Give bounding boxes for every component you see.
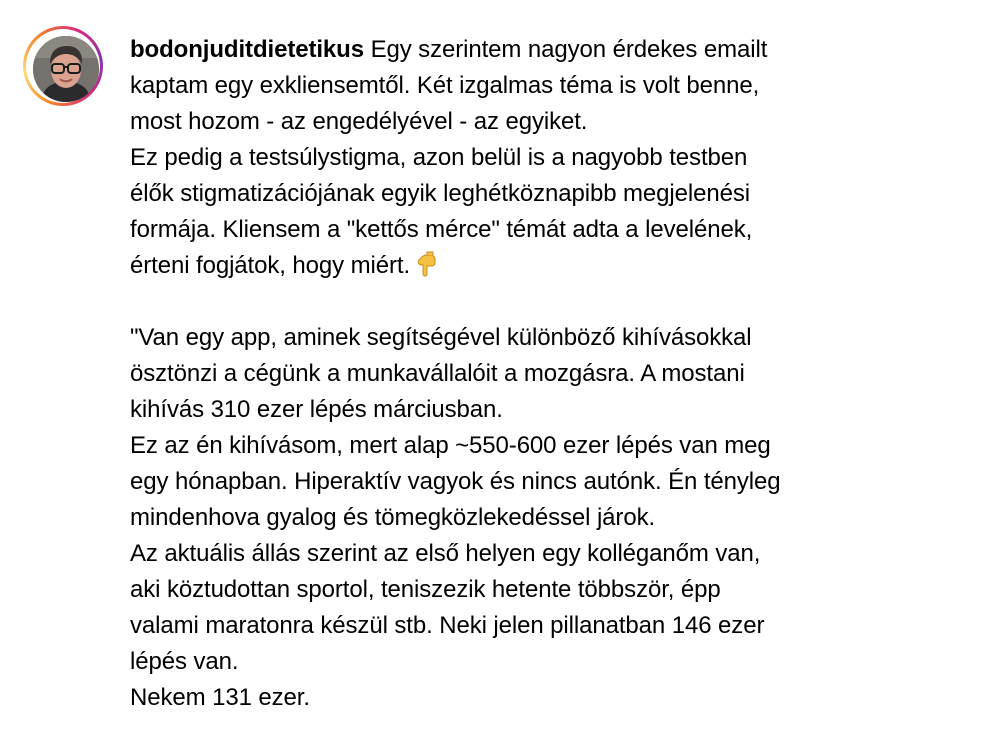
caption-line-11: Ez az én kihívásom, mert alap ~550-600 ezer lépés van meg — [130, 432, 771, 459]
caption-line-3: most hozom - az engedélyével - az egyiket. — [130, 108, 588, 135]
caption-line-12: egy hónapban. Hiperaktív vagyok és nincs autónk. Én tényleg — [130, 468, 781, 495]
caption-line-18: Nekem 131 ezer. — [130, 684, 310, 711]
username-link[interactable]: bodonjuditdietetikus — [130, 36, 364, 63]
caption-text-segment: érteni fogjátok, hogy miért. — [130, 252, 411, 279]
caption-line-1 — [130, 32, 960, 68]
caption-line-8: "Van egy app, aminek segítségével különböző kihívásokkal — [130, 324, 752, 351]
caption-line-9: ösztönzi a cégünk a munkavállalóit a mozgásra. A mostani — [130, 360, 745, 387]
caption-text-segment: Egy szerintem nagyon érdekes emailt — [370, 36, 768, 63]
profile-photo — [33, 36, 99, 102]
caption-line-17: lépés van. — [130, 648, 239, 675]
caption-line-15: aki köztudottan sportol, teniszezik hetente többször, épp — [130, 576, 721, 603]
caption-line-5: élők stigmatizációjának egyik leghétköznapibb megjelenési — [130, 180, 750, 207]
caption-line-4: Ez pedig a testsúlystigma, azon belül is a nagyobb testben — [130, 144, 748, 171]
caption-line-13: mindenhova gyalog és tömegközlekedéssel járok. — [130, 504, 656, 531]
caption-line-2: kaptam egy exkliensemtől. Két izgalmas téma is volt benne, — [130, 72, 760, 99]
avatar-ring-gap — [26, 29, 100, 103]
caption-line-6: formája. Kliensem a "kettős mérce" témát adta a levelének, — [130, 216, 753, 243]
paragraph-spacer — [130, 284, 960, 320]
caption-line-7 — [130, 248, 960, 284]
avatar-story-ring[interactable] — [23, 26, 103, 106]
avatar[interactable] — [33, 36, 99, 102]
caption-line-10: kihívás 310 ezer lépés márciusban. — [130, 396, 503, 423]
caption-line-16: valami maratonra készül stb. Neki jelen pillanatban 146 ezer — [130, 612, 765, 639]
caption-text — [130, 32, 960, 716]
backhand-index-pointing-down-icon — [416, 251, 438, 277]
caption-line-14: Az aktuális állás szerint az első helyen egy kolléganőm van, — [130, 540, 761, 567]
